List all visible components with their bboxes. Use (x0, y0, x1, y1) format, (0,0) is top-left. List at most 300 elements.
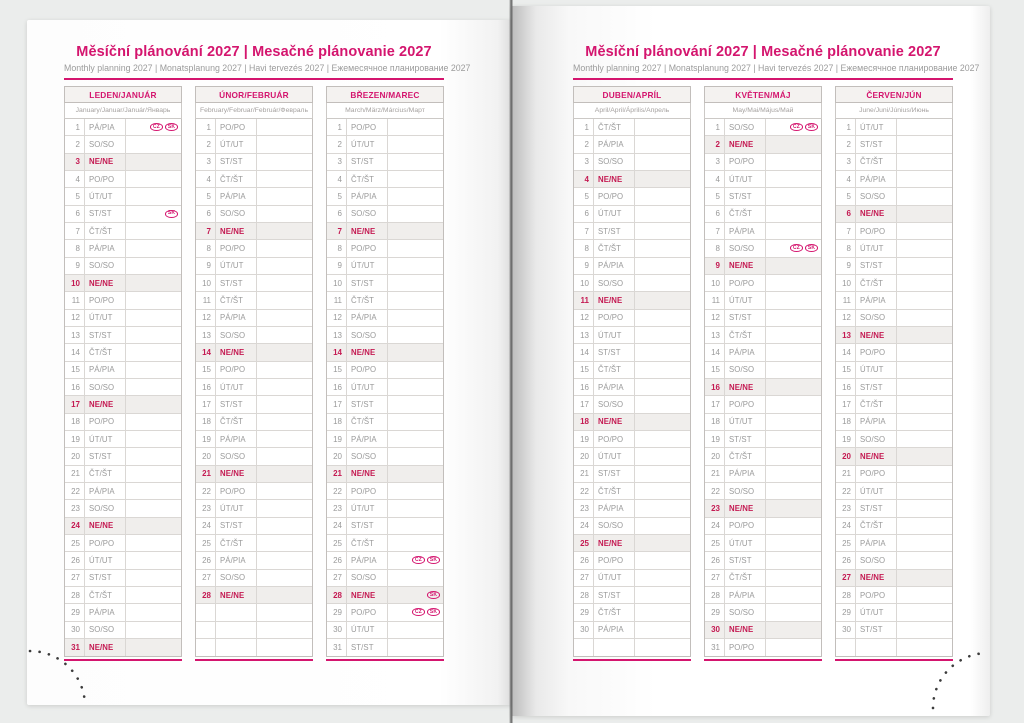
day-row-sunday (705, 379, 821, 396)
notes-cell (635, 188, 690, 204)
day-number: 30 (327, 622, 347, 638)
day-name: PO/PO (216, 240, 257, 256)
notes-cell (635, 431, 690, 447)
day-row (196, 500, 312, 517)
notes-cell (635, 448, 690, 464)
day-number: 16 (574, 379, 594, 395)
day-row (65, 292, 181, 309)
notes-cell (635, 258, 690, 274)
month-bottom-rule (195, 659, 313, 661)
day-number: 24 (574, 518, 594, 534)
day-row (196, 448, 312, 465)
notes-cell (635, 500, 690, 516)
day-number-empty (196, 622, 216, 638)
day-row (196, 570, 312, 587)
notes-cell (257, 119, 312, 135)
day-number: 4 (327, 171, 347, 187)
day-name: NE/NE (856, 206, 897, 222)
notes-cell (635, 136, 690, 152)
day-number: 5 (196, 188, 216, 204)
notes-cell (126, 483, 181, 499)
day-number: 8 (196, 240, 216, 256)
day-row (836, 171, 952, 188)
day-name: ÚT/UT (594, 327, 635, 343)
day-name: NE/NE (85, 154, 126, 170)
notes-cell (635, 240, 690, 256)
day-number: 20 (327, 448, 347, 464)
day-number: 12 (836, 310, 856, 326)
day-name: PÁ/PIA (725, 344, 766, 360)
notes-cell (126, 119, 181, 135)
day-row-sunday (836, 206, 952, 223)
day-number: 22 (327, 483, 347, 499)
day-number: 19 (836, 431, 856, 447)
notes-cell (766, 344, 821, 360)
day-number: 13 (574, 327, 594, 343)
day-row (574, 240, 690, 257)
day-name: ST/ST (725, 552, 766, 568)
day-number: 22 (705, 483, 725, 499)
holiday-badge-sk: SK (805, 244, 818, 252)
day-number: 19 (65, 431, 85, 447)
day-row (574, 396, 690, 413)
notes-cell (257, 431, 312, 447)
day-name: NE/NE (85, 396, 126, 412)
day-number: 25 (836, 535, 856, 551)
day-name: ÚT/UT (725, 292, 766, 308)
day-number: 27 (196, 570, 216, 586)
day-row (65, 188, 181, 205)
notes-cell (635, 483, 690, 499)
day-number: 24 (65, 518, 85, 534)
day-name: NE/NE (216, 344, 257, 360)
day-number: 22 (836, 483, 856, 499)
notes-cell (897, 448, 952, 464)
day-row (705, 154, 821, 171)
day-number: 30 (836, 622, 856, 638)
day-row (327, 240, 443, 257)
notes-cell (388, 327, 443, 343)
day-name: PO/PO (725, 639, 766, 656)
day-name: PO/PO (856, 223, 897, 239)
day-number: 3 (574, 154, 594, 170)
day-name: NE/NE (85, 275, 126, 291)
day-number: 13 (836, 327, 856, 343)
notes-cell (126, 310, 181, 326)
day-name: PO/PO (347, 240, 388, 256)
day-name: ÚT/UT (216, 258, 257, 274)
notes-cell (766, 431, 821, 447)
day-name: SO/SO (725, 604, 766, 620)
day-name: NE/NE (216, 587, 257, 603)
day-name: ÚT/UT (856, 240, 897, 256)
day-name: SO/SO (85, 500, 126, 516)
day-row (836, 431, 952, 448)
day-row (327, 188, 443, 205)
notes-cell (635, 206, 690, 222)
day-number: 21 (65, 466, 85, 482)
notes-cell (766, 206, 821, 222)
day-number: 18 (705, 414, 725, 430)
notes-cell (257, 362, 312, 378)
day-number: 16 (836, 379, 856, 395)
day-row (574, 604, 690, 621)
day-row (574, 206, 690, 223)
notes-cell (257, 292, 312, 308)
holiday-badge-sk: SK (427, 556, 440, 564)
notes-cell (897, 552, 952, 568)
day-row (705, 344, 821, 361)
day-name: PÁ/PIA (856, 414, 897, 430)
day-number: 1 (65, 119, 85, 135)
day-number: 7 (327, 223, 347, 239)
notes-cell (766, 379, 821, 395)
day-number: 2 (836, 136, 856, 152)
day-row (327, 518, 443, 535)
notes-cell (388, 570, 443, 586)
notes-cell (126, 535, 181, 551)
day-row (196, 327, 312, 344)
day-number: 30 (574, 622, 594, 638)
day-number: 26 (705, 552, 725, 568)
day-row (65, 483, 181, 500)
day-name: PÁ/PIA (85, 604, 126, 620)
day-number: 3 (836, 154, 856, 170)
notes-cell (897, 240, 952, 256)
day-name: PÁ/PIA (347, 310, 388, 326)
notes-cell (257, 275, 312, 291)
day-row (705, 240, 821, 257)
day-name: SO/SO (216, 448, 257, 464)
day-row-sunday (327, 344, 443, 361)
day-row-sunday (196, 466, 312, 483)
day-number: 6 (327, 206, 347, 222)
notes-cell (388, 206, 443, 222)
day-row (574, 622, 690, 639)
notes-cell (388, 344, 443, 360)
day-number: 6 (574, 206, 594, 222)
day-row-sunday (574, 414, 690, 431)
day-row-sunday (574, 535, 690, 552)
day-name: NE/NE (856, 448, 897, 464)
day-number: 1 (836, 119, 856, 135)
notes-cell (257, 154, 312, 170)
day-number: 10 (65, 275, 85, 291)
day-number-empty (836, 639, 856, 656)
notes-cell (257, 639, 312, 656)
day-name: PO/PO (216, 362, 257, 378)
day-name: PO/PO (856, 344, 897, 360)
day-row (574, 223, 690, 240)
month-grid (195, 119, 313, 657)
day-number: 16 (65, 379, 85, 395)
day-name: PO/PO (216, 483, 257, 499)
notes-cell (388, 362, 443, 378)
day-number: 9 (836, 258, 856, 274)
day-name: ÚT/UT (85, 431, 126, 447)
notes-cell (635, 639, 690, 656)
day-name: NE/NE (216, 223, 257, 239)
day-number: 4 (574, 171, 594, 187)
day-number: 15 (65, 362, 85, 378)
day-row (836, 483, 952, 500)
notes-cell (257, 379, 312, 395)
notes-cell (388, 518, 443, 534)
notes-cell (388, 604, 443, 620)
notes-cell (126, 466, 181, 482)
day-name: ÚT/UT (347, 258, 388, 274)
notes-cell (897, 414, 952, 430)
day-number: 5 (705, 188, 725, 204)
page-title: Měsíční plánování 2027 | Mesačné plánovanie 2027 (76, 44, 432, 60)
notes-cell (635, 587, 690, 603)
notes-cell (635, 604, 690, 620)
day-number: 23 (836, 500, 856, 516)
day-name-empty (216, 604, 257, 620)
day-name: PÁ/PIA (725, 466, 766, 482)
day-number: 22 (196, 483, 216, 499)
day-row (574, 518, 690, 535)
day-row-sunday (196, 587, 312, 604)
day-number: 13 (196, 327, 216, 343)
day-number: 23 (65, 500, 85, 516)
day-number: 27 (574, 570, 594, 586)
month-table (573, 86, 691, 661)
day-row-sunday (65, 154, 181, 171)
day-row (574, 552, 690, 569)
holiday-badge-sk: SK (165, 123, 178, 131)
notes-cell (766, 414, 821, 430)
right-page-content (573, 44, 980, 661)
day-row (574, 275, 690, 292)
month-languages: April/April/Április/Апрель (573, 103, 691, 119)
day-name: NE/NE (856, 570, 897, 586)
day-row (196, 188, 312, 205)
day-row (196, 136, 312, 153)
page-fold (509, 0, 513, 723)
day-name: SO/SO (594, 396, 635, 412)
day-row (574, 570, 690, 587)
day-row (327, 639, 443, 656)
notes-cell (766, 518, 821, 534)
day-number: 10 (196, 275, 216, 291)
day-number: 25 (574, 535, 594, 551)
day-row (196, 119, 312, 136)
day-number: 8 (65, 240, 85, 256)
notes-cell (257, 500, 312, 516)
day-name: NE/NE (725, 136, 766, 152)
day-number: 21 (196, 466, 216, 482)
day-name: PO/PO (594, 188, 635, 204)
day-name: ČT/ŠT (725, 570, 766, 586)
month-header: LEDEN/JANUÁR (64, 86, 182, 103)
day-row (196, 518, 312, 535)
notes-cell (126, 327, 181, 343)
notes-cell (388, 119, 443, 135)
day-number: 15 (574, 362, 594, 378)
day-name: SO/SO (347, 327, 388, 343)
day-name: NE/NE (216, 466, 257, 482)
day-number: 10 (836, 275, 856, 291)
day-number: 4 (836, 171, 856, 187)
day-number: 14 (65, 344, 85, 360)
day-number: 9 (196, 258, 216, 274)
day-name-empty (594, 639, 635, 656)
month-table (835, 86, 953, 661)
day-name: SO/SO (85, 136, 126, 152)
day-row (705, 362, 821, 379)
day-number: 18 (327, 414, 347, 430)
notes-cell (388, 171, 443, 187)
day-name: ST/ST (347, 396, 388, 412)
day-number: 5 (327, 188, 347, 204)
day-number: 15 (196, 362, 216, 378)
day-name: NE/NE (594, 292, 635, 308)
day-row (836, 292, 952, 309)
notes-cell (257, 518, 312, 534)
notes-cell (388, 500, 443, 516)
day-name: ČT/ŠT (725, 206, 766, 222)
day-name: ÚT/UT (594, 206, 635, 222)
day-row (327, 327, 443, 344)
empty-row (574, 639, 690, 656)
day-name: ST/ST (85, 327, 126, 343)
day-name: ÚT/UT (347, 136, 388, 152)
notes-cell (126, 344, 181, 360)
day-number: 13 (705, 327, 725, 343)
day-number: 11 (196, 292, 216, 308)
notes-cell (766, 396, 821, 412)
day-row (65, 604, 181, 621)
day-name: PO/PO (85, 414, 126, 430)
day-row-sunday (65, 396, 181, 413)
notes-cell (766, 604, 821, 620)
day-row-sunday (327, 466, 443, 483)
notes-cell (388, 448, 443, 464)
day-row-sunday (574, 171, 690, 188)
day-name: ČT/ŠT (594, 240, 635, 256)
day-row (836, 535, 952, 552)
day-number: 2 (574, 136, 594, 152)
day-name: PÁ/PIA (594, 258, 635, 274)
notes-cell (897, 431, 952, 447)
day-number: 7 (836, 223, 856, 239)
day-name: PO/PO (594, 310, 635, 326)
notes-cell (635, 396, 690, 412)
day-row-sunday (705, 622, 821, 639)
month-languages: February/Februar/Február/Февраль (195, 103, 313, 119)
day-name: SO/SO (856, 431, 897, 447)
day-name: ÚT/UT (594, 448, 635, 464)
day-number: 17 (65, 396, 85, 412)
left-page-content (64, 44, 471, 661)
holiday-badge-sk: SK (165, 210, 178, 218)
day-number: 6 (705, 206, 725, 222)
day-row (327, 171, 443, 188)
notes-cell (897, 223, 952, 239)
notes-cell (766, 258, 821, 274)
day-name: SO/SO (725, 362, 766, 378)
day-row (836, 552, 952, 569)
notes-cell (766, 154, 821, 170)
day-name: ČT/ŠT (594, 483, 635, 499)
notes-cell (766, 587, 821, 603)
day-number: 30 (65, 622, 85, 638)
notes-cell (388, 136, 443, 152)
notes-cell (897, 188, 952, 204)
day-row (705, 223, 821, 240)
notes-cell (388, 483, 443, 499)
day-name: SO/SO (85, 379, 126, 395)
day-number: 21 (574, 466, 594, 482)
notes-cell (766, 448, 821, 464)
notes-cell (766, 570, 821, 586)
day-number: 1 (196, 119, 216, 135)
day-number: 31 (327, 639, 347, 656)
day-name: PO/PO (216, 119, 257, 135)
day-name: PÁ/PIA (216, 310, 257, 326)
notes-cell (897, 518, 952, 534)
notes-cell (126, 552, 181, 568)
notes-cell (897, 344, 952, 360)
day-number: 9 (327, 258, 347, 274)
notes-cell (257, 188, 312, 204)
day-name: SO/SO (725, 119, 766, 135)
day-row (65, 310, 181, 327)
notes-cell (766, 171, 821, 187)
day-row (327, 136, 443, 153)
day-name: ST/ST (85, 206, 126, 222)
page-title: Měsíční plánování 2027 | Mesačné plánovanie 2027 (585, 44, 941, 60)
empty-row (196, 622, 312, 639)
month-bottom-rule (704, 659, 822, 661)
notes-cell (126, 570, 181, 586)
day-row (574, 119, 690, 136)
day-number: 1 (327, 119, 347, 135)
day-number: 12 (196, 310, 216, 326)
notes-cell (257, 136, 312, 152)
day-number: 4 (705, 171, 725, 187)
day-name: ST/ST (594, 223, 635, 239)
notes-cell (766, 310, 821, 326)
notes-cell (766, 362, 821, 378)
day-name: PO/PO (725, 396, 766, 412)
notes-cell (126, 171, 181, 187)
day-number: 31 (65, 639, 85, 656)
notes-cell (897, 483, 952, 499)
day-name: SO/SO (85, 258, 126, 274)
day-number: 11 (65, 292, 85, 308)
day-name: PO/PO (347, 604, 388, 620)
day-number: 3 (705, 154, 725, 170)
notes-cell (897, 570, 952, 586)
day-name: PÁ/PIA (85, 362, 126, 378)
notes-cell (897, 535, 952, 551)
day-number: 13 (65, 327, 85, 343)
day-number: 12 (65, 310, 85, 326)
notes-cell (897, 500, 952, 516)
day-name: PO/PO (347, 483, 388, 499)
day-row (705, 431, 821, 448)
day-number: 22 (574, 483, 594, 499)
notes-cell (635, 223, 690, 239)
day-row (327, 414, 443, 431)
month-header: KVĚTEN/MÁJ (704, 86, 822, 103)
day-number: 18 (574, 414, 594, 430)
empty-row (196, 639, 312, 656)
month-grid (704, 119, 822, 657)
day-row (574, 258, 690, 275)
